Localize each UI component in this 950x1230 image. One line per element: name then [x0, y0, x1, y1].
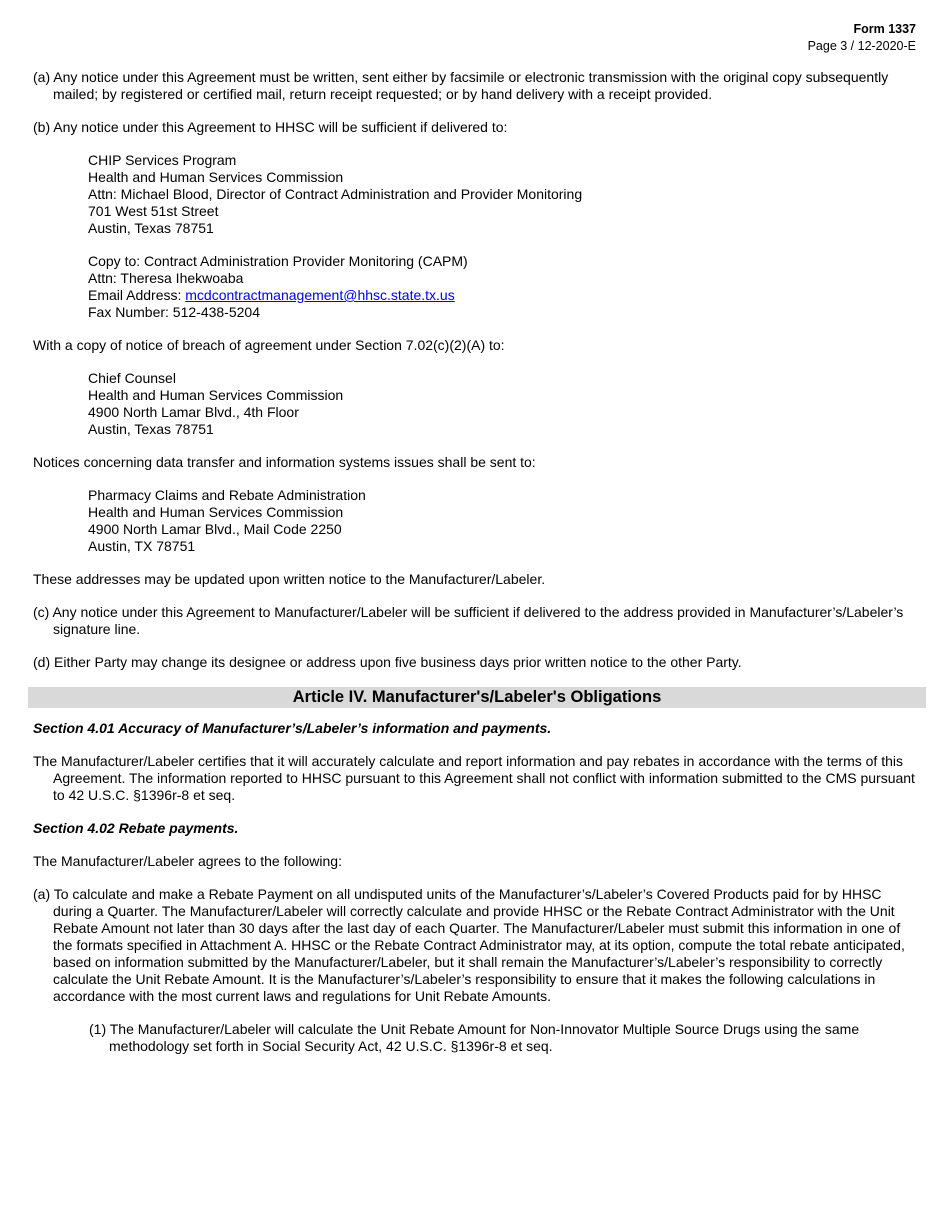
breach-intro: With a copy of notice of breach of agreement under Section 7.02(c)(2)(A) to: [33, 337, 505, 353]
address-update-note: These addresses may be updated upon written notice to the Manufacturer/Labeler. [33, 571, 546, 587]
form-number: Form 1337 [853, 22, 916, 36]
address-line: 4900 North Lamar Blvd., 4th Floor [88, 404, 299, 420]
email-line [88, 287, 921, 304]
address-line: Health and Human Services Commission [88, 387, 344, 403]
email-link[interactable]: mcdcontractmanagement@hhsc.state.tx.us [185, 287, 455, 303]
address-line: Attn: Michael Blood, Director of Contract Administration and Provider Monitoring [88, 186, 583, 202]
document-body [33, 69, 921, 1071]
notice-paragraph-c: (c) Any notice under this Agreement to Manufacturer/Labeler will be sufficient if delivered to the address provided in Manufacturer’s/Labeler’s signature line. [33, 604, 904, 637]
section-4-02-intro: The Manufacturer/Labeler agrees to the following: [33, 853, 342, 869]
pharmacy-address-block [88, 487, 921, 555]
address-line: Pharmacy Claims and Rebate Administration [88, 487, 366, 503]
address-line: Health and Human Services Commission [88, 504, 344, 520]
section-4-02-item-a1: (1) The Manufacturer/Labeler will calculate the Unit Rebate Amount for Non-Innovator Multiple Source Drugs using the same methodology set forth in Social Security Act, 42 U.S.C. §1396r-8 et seq. [89, 1021, 860, 1054]
counsel-address-block [88, 370, 921, 438]
address-line: Chief Counsel [88, 370, 176, 386]
fax-line: Fax Number: 512-438-5204 [88, 304, 260, 320]
page-info: Page 3 / 12-2020-E [807, 39, 916, 53]
address-line: CHIP Services Program [88, 152, 237, 168]
page-header [808, 21, 916, 55]
notice-paragraph-d: (d) Either Party may change its designee or address upon five business days prior written notice to the other Party. [33, 654, 742, 670]
capm-copy-block [88, 253, 921, 321]
section-4-01-body: The Manufacturer/Labeler certifies that it will accurately calculate and report information and pay rebates in accordance with the terms of this Agreement. The information reported to HHSC pursuant to this Agreement shall not conflict with information submitted to the CMS pursuant to 42 U.S.C. §1396r-8 et seq. [33, 753, 915, 803]
article-heading: Article IV. Manufacturer's/Labeler's Obligations [28, 687, 926, 708]
copy-attn-line: Attn: Theresa Ihekwoaba [88, 270, 244, 286]
hhsc-address-block [88, 152, 921, 237]
address-line: Austin, TX 78751 [88, 538, 196, 554]
notice-paragraph-a: (a) Any notice under this Agreement must be written, sent either by facsimile or electronic transmission with the original copy subsequently mailed; by registered or certified mail, return receipt requested; or by hand delivery with a receipt provided. [33, 69, 889, 102]
address-line: Austin, Texas 78751 [88, 421, 214, 437]
section-4-01-title: Section 4.01 Accuracy of Manufacturer’s/Labeler’s information and payments. [33, 720, 552, 736]
notice-paragraph-b: (b) Any notice under this Agreement to HHSC will be sufficient if delivered to: [33, 119, 508, 135]
section-4-02-title: Section 4.02 Rebate payments. [33, 820, 239, 836]
address-line: Health and Human Services Commission [88, 169, 344, 185]
address-line: Austin, Texas 78751 [88, 220, 214, 236]
address-line: 701 West 51st Street [88, 203, 219, 219]
email-label: Email Address: [88, 287, 186, 303]
section-4-02-item-a: (a) To calculate and make a Rebate Payment on all undisputed units of the Manufacturer’s/Labeler’s Covered Products paid for by HHSC during a Quarter. The Manufacturer/Labeler will correctly calculate and provide HHSC or the Rebate Contract Administrator with the Unit Rebate Amount not later than 30 days after the last day of each Quarter. The Manufacturer/Labeler must submit this information in one of the formats specified in Attachment A. HHSC or the Rebate Contract Administrator may, at its option, compute the total rebate anticipated, based on information submitted by the Manufacturer/Labeler, but it shall remain the Manufacturer’s/Labeler’s responsibility to correctly calculate the Unit Rebate Amount. It is the Manufacturer’s/Labeler’s responsibility to ensure that it makes the following calculations in accordance with the most current laws and regulations for Unit Rebate Amounts. [33, 886, 905, 1004]
copy-to-line: Copy to: Contract Administration Provider Monitoring (CAPM) [88, 253, 468, 269]
address-line: 4900 North Lamar Blvd., Mail Code 2250 [88, 521, 342, 537]
data-transfer-intro: Notices concerning data transfer and information systems issues shall be sent to: [33, 454, 536, 470]
